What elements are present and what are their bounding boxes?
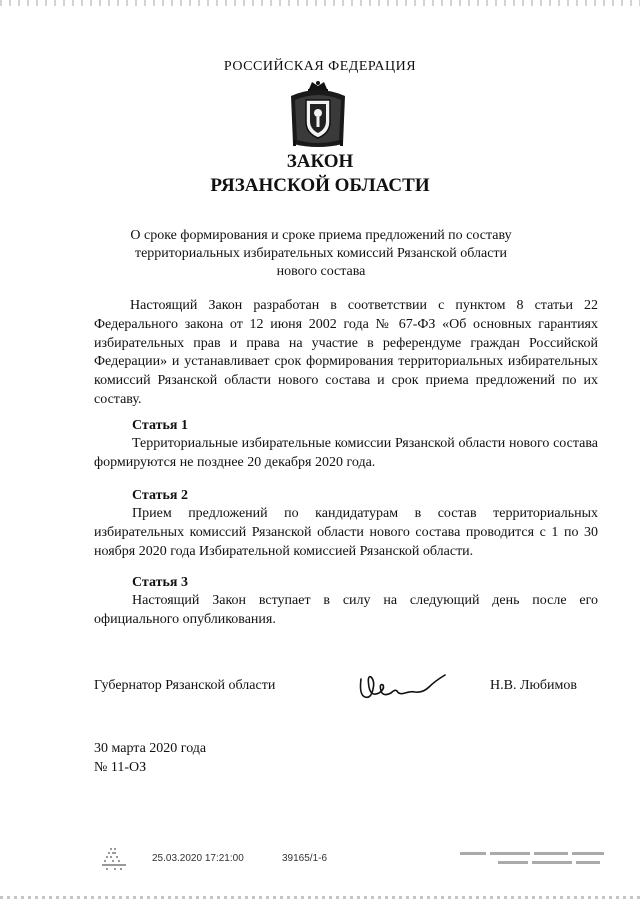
coat-of-arms-icon (287, 80, 349, 150)
footer-registration-number: 39165/1-6 (282, 853, 328, 864)
adoption-date: 30 марта 2020 года (94, 741, 207, 756)
article-heading: Статья 1 (132, 418, 188, 433)
law-subject: О сроке формирования и сроке приема предложений по составу территориальных избирательных комиссий Рязанской области нового состава (130, 228, 512, 279)
scan-noise-top (0, 0, 640, 6)
law-title-line1: ЗАКОН (286, 151, 354, 172)
law-title-line2: РЯЗАНСКОЙ ОБЛАСТИ (210, 175, 430, 196)
article-text: Территориальные избирательные комиссии Рязанской области нового состава формируются не позднее 20 декабря 2020 года. (94, 436, 598, 470)
article-heading: Статья 2 (132, 488, 188, 503)
country-header: РОССИЙСКАЯ ФЕДЕРАЦИЯ (223, 59, 417, 74)
law-title (0, 150, 640, 198)
registry-mark-icon (458, 848, 608, 870)
article-text: Настоящий Закон вступает в силу на следующий день после его официального опубликования. (94, 593, 598, 627)
article-1 (94, 416, 598, 473)
article-2 (94, 486, 598, 561)
law-number: № 11-ОЗ (94, 760, 147, 775)
article-3 (94, 573, 598, 630)
footer-datetime: 25.03.2020 17:21:00 (152, 853, 244, 864)
governor-position: Губернатор Рязанской области (94, 678, 276, 693)
handwritten-signature-icon (355, 665, 455, 705)
registration-stamp-icon (100, 846, 128, 872)
article-text: Прием предложений по кандидатурам в состав территориальных избирательных комиссий Рязанской области нового состава проводится с 1 по 30 ноября 2020 года Избирательной комиссией Рязанской области. (94, 506, 598, 559)
preamble-paragraph: Настоящий Закон разработан в соответствии с пунктом 8 статьи 22 Федерального закона от 12 июня 2002 года № 67-ФЗ «Об основных гарантиях избирательных прав и права на участие в референдуме граждан Российской Федерации» и устанавливает срок формирования территориальных избирательных комиссий Рязанской области нового состава и срок приема предложений по их составу. (94, 298, 598, 407)
governor-name: Н.В. Любимов (490, 678, 577, 693)
scan-noise-bottom (0, 896, 640, 899)
article-heading: Статья 3 (132, 575, 188, 590)
